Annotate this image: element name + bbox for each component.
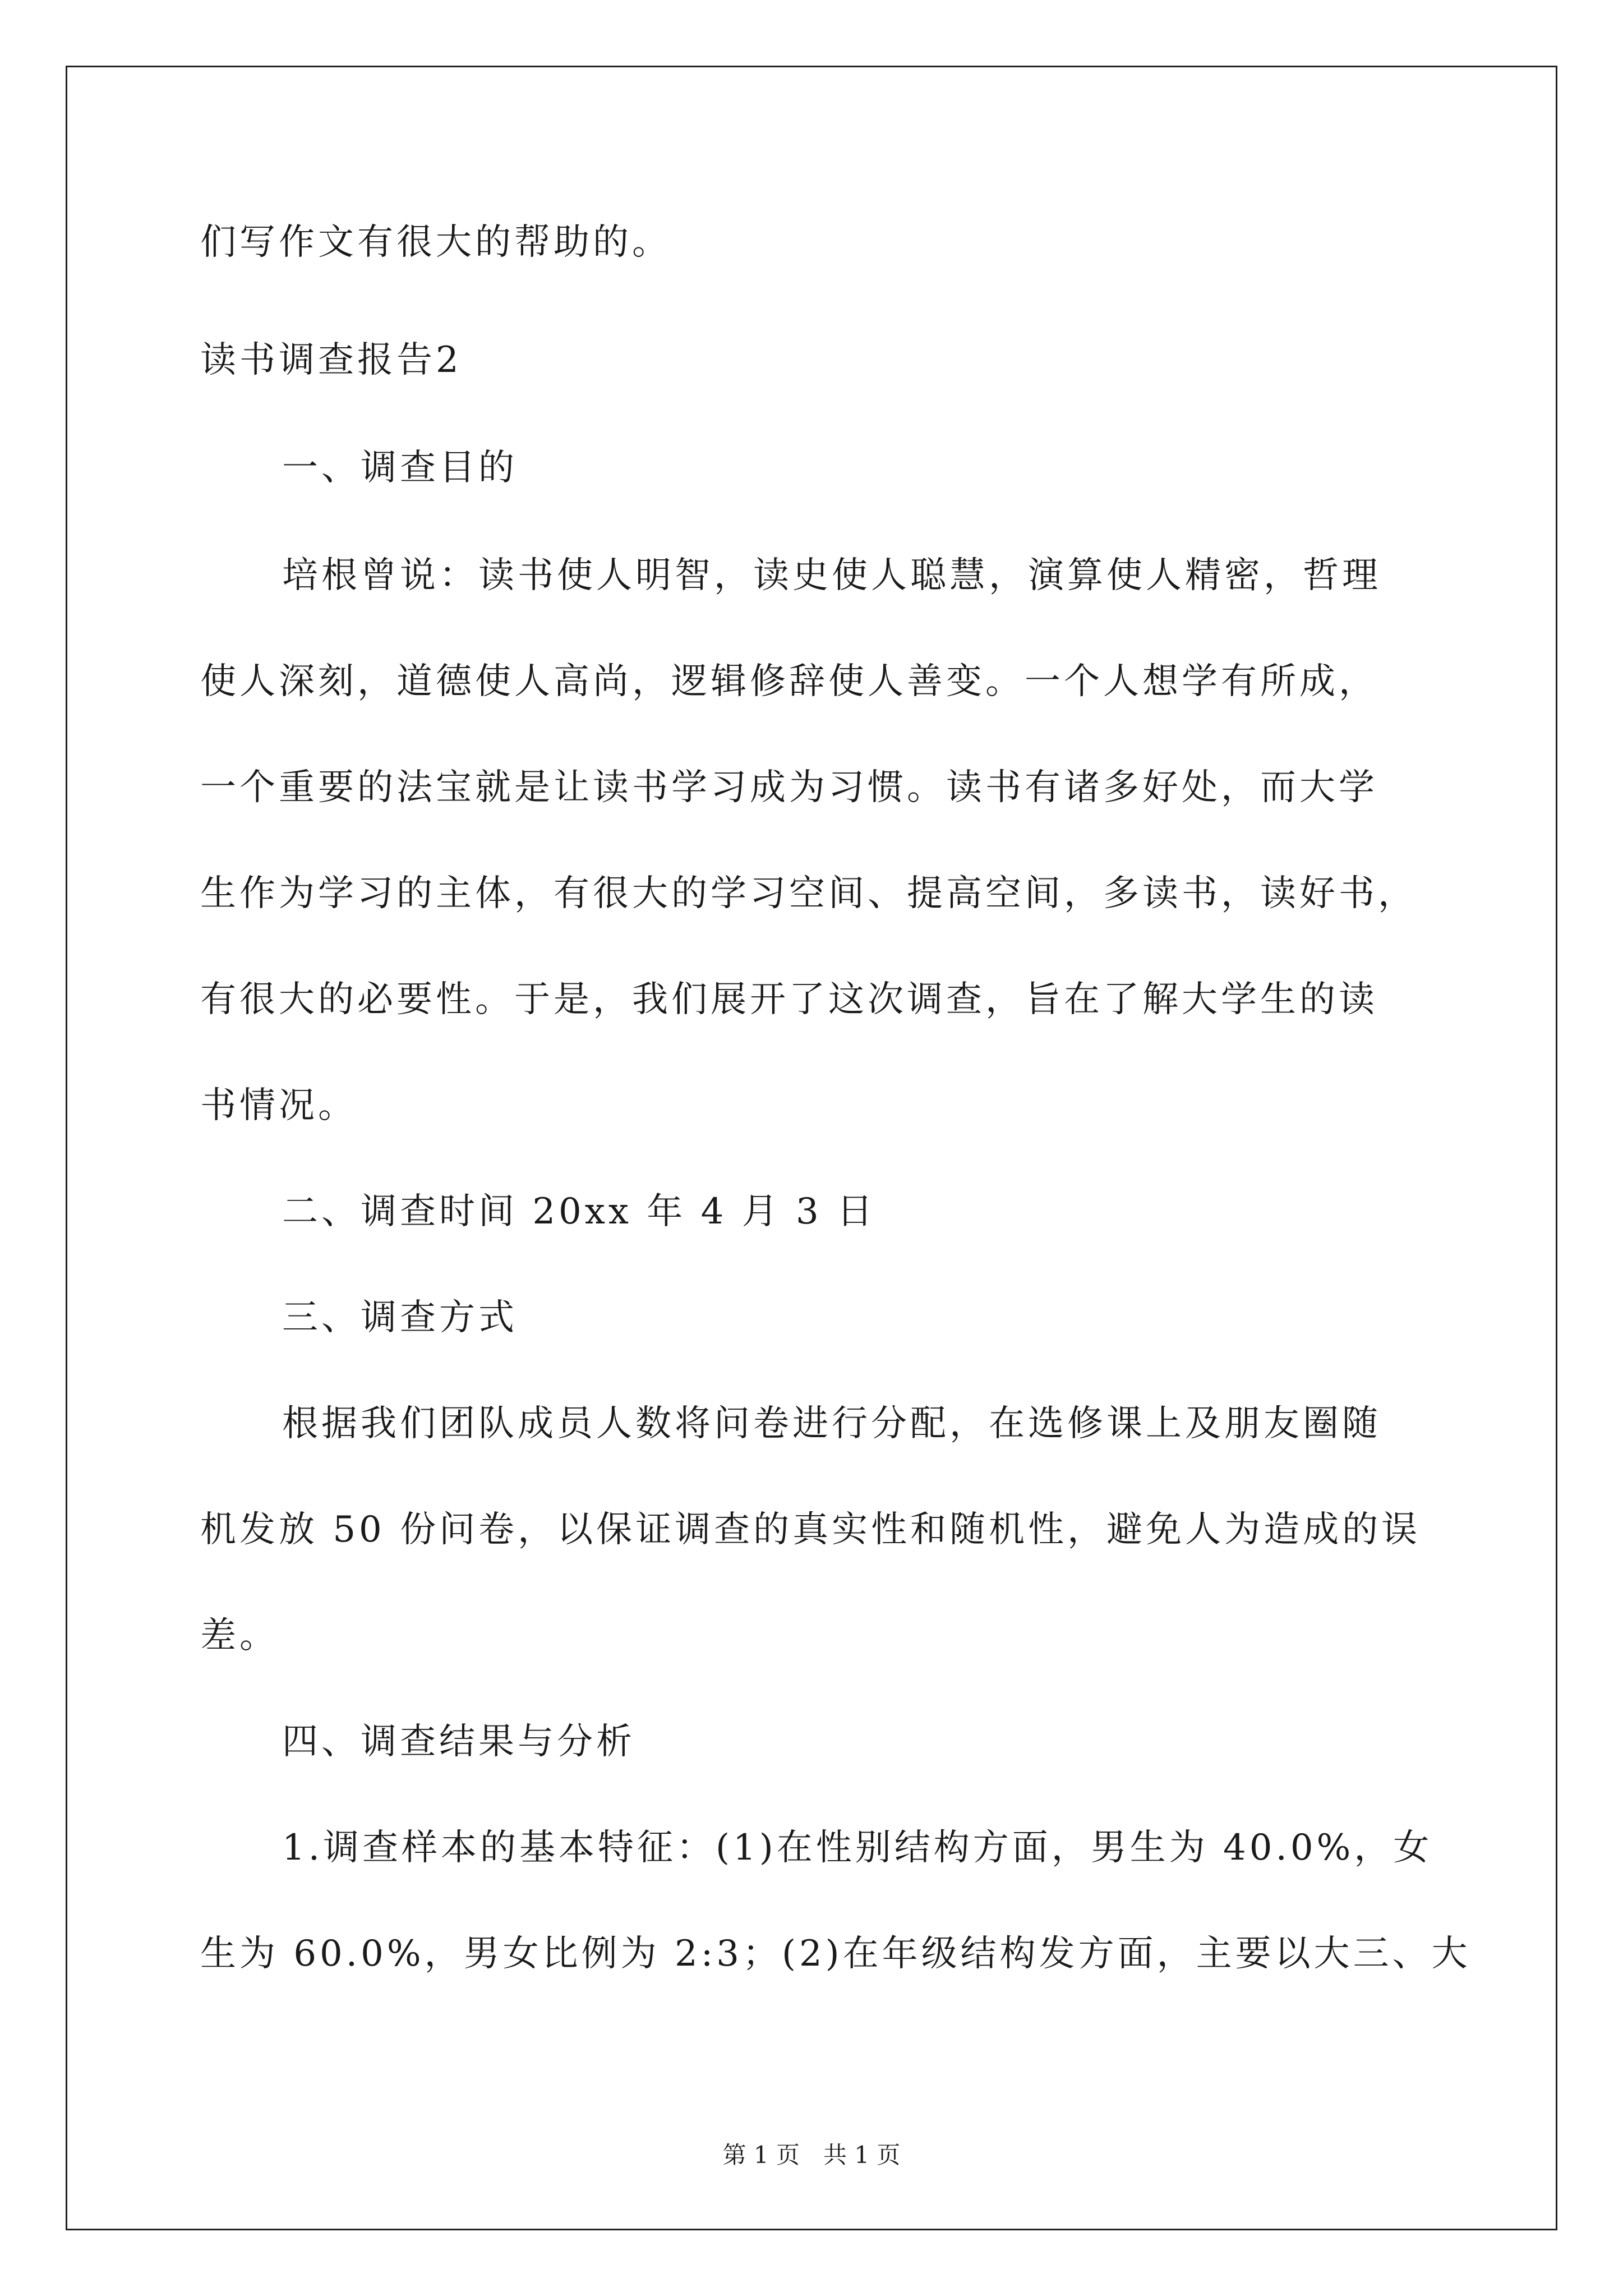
paragraph-line: 差。 <box>200 1615 279 1657</box>
page-footer: 第 1 页 共 1 页 <box>722 2141 901 2169</box>
section-title: 读书调查报告2 <box>200 339 462 381</box>
paragraph-line: 机发放 50 份问卷，以保证调查的真实性和随机性，避免人为造成的误 <box>200 1509 1421 1550</box>
paragraph-line: 们写作文有很大的帮助的。 <box>200 222 671 263</box>
heading-method: 三、调查方式 <box>282 1297 518 1338</box>
paragraph-line: 培根曾说：读书使人明智，读史使人聪慧，演算使人精密，哲理 <box>282 555 1381 596</box>
paragraph-line: 有很大的必要性。于是，我们展开了这次调查，旨在了解大学生的读 <box>200 979 1378 1020</box>
page-border <box>66 66 1557 2230</box>
paragraph-line: 一个重要的法宝就是让读书学习成为习惯。读书有诸多好处，而大学 <box>200 767 1378 808</box>
paragraph-line: 书情况。 <box>200 1085 357 1126</box>
heading-results: 四、调查结果与分析 <box>282 1721 635 1763</box>
paragraph-line: 使人深刻，道德使人高尚，逻辑修辞使人善变。一个人想学有所成， <box>200 661 1378 702</box>
heading-time: 二、调查时间 20xx 年 4 月 3 日 <box>282 1191 877 1232</box>
paragraph-line: 1.调查样本的基本特征：(1)在性别结构方面，男生为 40.0%，女 <box>282 1827 1433 1869</box>
paragraph-line: 生作为学习的主体，有很大的学习空间、提高空间，多读书，读好书， <box>200 873 1417 914</box>
paragraph-line: 生为 60.0%，男女比例为 2:3；(2)在年级结构发方面，主要以大三、大 <box>200 1933 1471 1975</box>
paragraph-line: 根据我们团队成员人数将问卷进行分配，在选修课上及朋友圈随 <box>282 1403 1381 1444</box>
heading-purpose: 一、调查目的 <box>282 447 518 489</box>
